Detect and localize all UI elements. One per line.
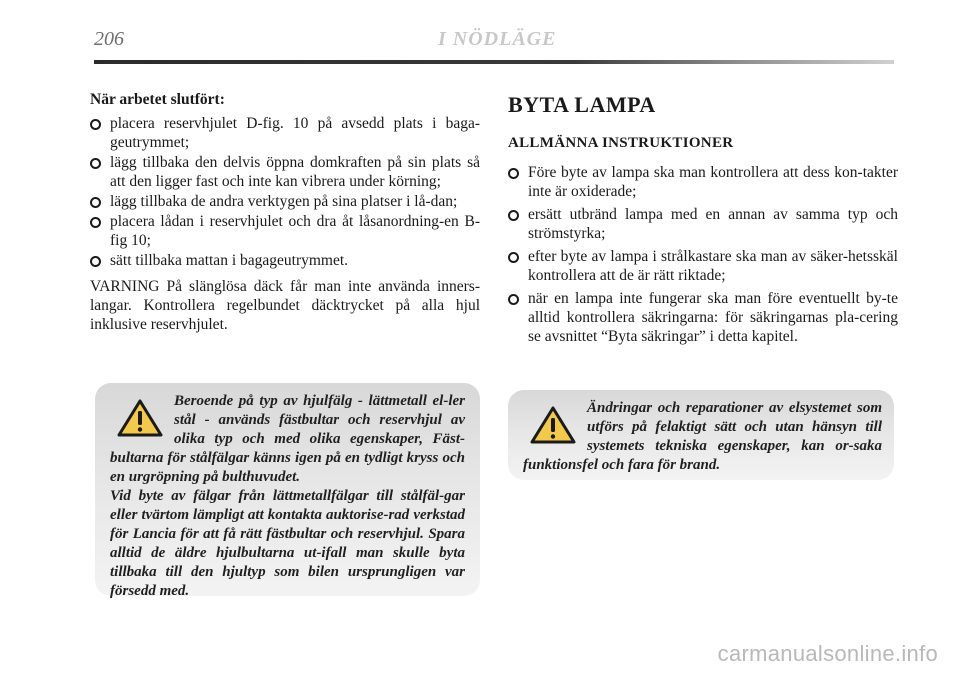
wheel-bolt-warning-paragraph: Beroende på typ av hjulfälg - lättmetall el-ler stål - används fästbultar och reservhjul av olika typ och med olika egenskaper, Fäst-bultarna för stålfälgar känns igen på en tydligt kryss och en urgröpning på bulthuvudet.	[110, 393, 465, 485]
list-item: lägg tillbaka de andra verktygen på sina platser i lå-dan;	[90, 192, 480, 211]
circle-bullet-icon	[508, 252, 519, 263]
list-item: sätt tillbaka mattan i bagageutrymmet.	[90, 251, 480, 270]
list-item: placera lådan i reservhjulet och dra åt låsanordning-en B-fig 10;	[90, 212, 480, 250]
completion-list	[90, 114, 480, 270]
list-item: Före byte av lampa ska man kontrollera att dess kon-takter inte är oxiderade;	[508, 163, 898, 201]
circle-bullet-icon	[90, 119, 101, 130]
list-item: placera reservhjulet D-fig. 10 på avsedd plats i baga-geutrymmet;	[90, 114, 480, 152]
circle-bullet-icon	[508, 210, 519, 221]
list-item: lägg tillbaka den delvis öppna domkraften på sin plats så att den ligger fast och inte kan vibrera under körning;	[90, 153, 480, 191]
watermark: carmanualsonline.info	[717, 641, 938, 666]
wheel-bolt-warning-box	[95, 383, 480, 599]
lamp-instructions-list	[508, 163, 898, 346]
completion-heading: När arbetet slutfört:	[90, 91, 225, 108]
tire-warning-text: VARNING På slänglösa däck får man inte använda inners-langar. Kontrollera regelbundet däcktrycket på alla hjul inklusive reservhjulet.	[90, 278, 480, 333]
circle-bullet-icon	[90, 197, 101, 208]
circle-bullet-icon	[508, 168, 519, 179]
section-title: I NÖDLÄGE	[438, 28, 557, 50]
circle-bullet-icon	[90, 158, 101, 169]
general-instructions-heading: ALLMÄNNA INSTRUKTIONER	[508, 135, 734, 151]
rim-change-warning-paragraph: Vid byte av fälgar från lättmetallfälgar till stålfäl-gar eller tvärtom lämpligt att kontakta auktorise-rad verkstad för Lancia för att få rätt fästbultar och reservhjul. Spara alltid de äldre hjulbultarna ut-ifall man skulle byta tillbaka till den hjultyp som bilen ursprungligen var försedd med.	[110, 488, 465, 599]
header-rule	[94, 60, 894, 64]
circle-bullet-icon	[90, 256, 101, 267]
right-column	[508, 92, 898, 350]
circle-bullet-icon	[90, 217, 101, 228]
list-item: efter byte av lampa i strålkastare ska man av säker-hetsskäl kontrollera att de är rätt riktade;	[508, 247, 898, 285]
warning-triangle-icon	[529, 405, 577, 445]
list-item: ersätt utbränd lampa med en annan av samma typ och strömstyrka;	[508, 205, 898, 243]
byta-lampa-heading: BYTA LAMPA	[508, 92, 656, 117]
left-column	[90, 90, 480, 334]
page-number: 206	[94, 28, 124, 50]
warning-triangle-icon	[116, 398, 164, 438]
circle-bullet-icon	[508, 294, 519, 305]
electrical-warning-text: Ändringar och reparationer av elsystemet som utförs på felaktigt sätt och utan hänsyn till systemets tekniska egenskaper, kan or-saka funktionsfel och fara för brand.	[523, 400, 882, 473]
electrical-warning-box	[508, 390, 894, 480]
list-item: när en lampa inte fungerar ska man före eventuellt by-te alltid kontrollera säkringarna: för säkringarnas pla-cering se avsnittet “Byta säkringar” i detta kapitel.	[508, 289, 898, 346]
